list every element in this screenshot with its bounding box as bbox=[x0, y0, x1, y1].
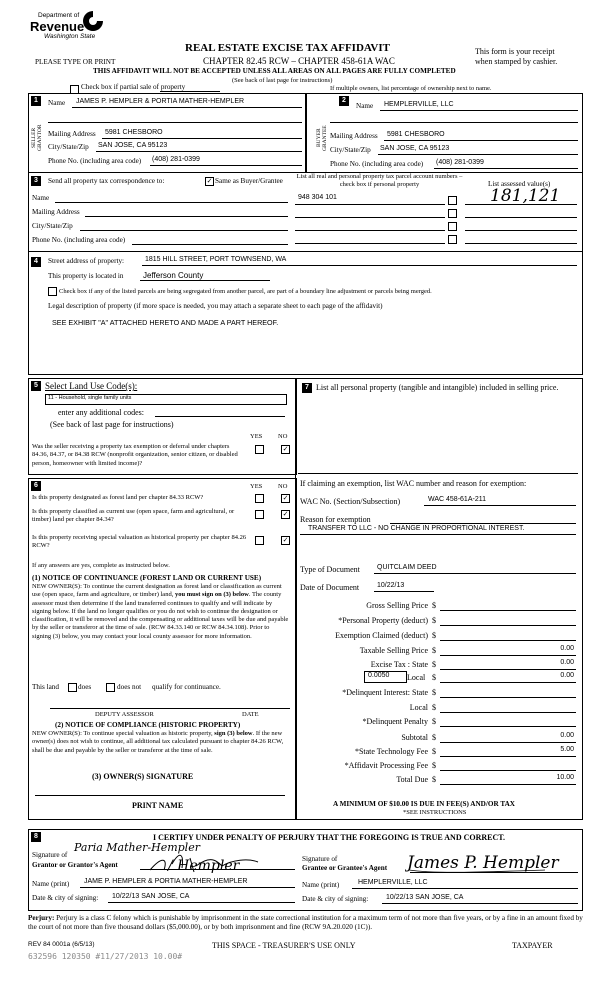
form-number: REV 84 0001a (6/5/13) bbox=[28, 941, 95, 948]
section-number: 2 bbox=[339, 96, 349, 106]
taxable-value[interactable]: 0.00 bbox=[560, 645, 574, 652]
exemption-no-checkbox[interactable]: ✓ bbox=[282, 445, 289, 453]
tech-fee-label: *State Technology Fee bbox=[354, 747, 428, 756]
exemption-yes-checkbox[interactable] bbox=[255, 445, 264, 454]
segregated-checkbox[interactable] bbox=[48, 287, 57, 296]
receipt-note-1: This form is your receipt bbox=[475, 47, 555, 56]
dollar-sign: $ bbox=[432, 616, 436, 625]
minimum-due-note: A MINIMUM OF $10.00 IS DUE IN FEE(S) AND/OR TAX bbox=[333, 800, 515, 808]
grantor-sig-label: Signature of bbox=[32, 851, 68, 859]
see-instructions-note: *SEE INSTRUCTIONS bbox=[403, 809, 467, 816]
corr-name-label: Name bbox=[32, 194, 50, 202]
personal-property-label: List all personal property (tangible and intangible) included in selling price. bbox=[316, 383, 559, 392]
personal-property-checkbox[interactable] bbox=[448, 235, 457, 244]
street-address[interactable]: 1815 HILL STREET, PORT TOWNSEND, WA bbox=[145, 256, 287, 263]
buyer-phone-label: Phone No. (including area code) bbox=[330, 160, 424, 168]
buyer-mailing-label: Mailing Address bbox=[330, 132, 378, 140]
additional-codes-label: enter any additional codes: bbox=[58, 408, 144, 417]
doc-date[interactable]: 10/22/13 bbox=[377, 582, 405, 589]
dollar-sign: $ bbox=[432, 660, 436, 669]
dollar-sign: $ bbox=[432, 688, 436, 697]
seller-phone[interactable]: (408) 281-0399 bbox=[152, 156, 200, 163]
local-label: Local bbox=[407, 673, 426, 682]
exemption-claim-label: If claiming an exemption, list WAC number and reason for exemption: bbox=[300, 479, 527, 488]
seller-city[interactable]: SAN JOSE, CA 95123 bbox=[98, 142, 168, 149]
section-number: 8 bbox=[31, 832, 41, 842]
forest-question: Is this property designated as forest land per chapter 84.33 RCW? bbox=[32, 494, 204, 501]
svg-text:James P. Hempler: James P. Hempler bbox=[407, 853, 559, 873]
buyer-city[interactable]: SAN JOSE, CA 95123 bbox=[380, 145, 450, 152]
yes-heading: YES bbox=[250, 433, 263, 440]
gross-label: Gross Selling Price bbox=[366, 601, 428, 610]
this-land-label: This land bbox=[32, 683, 59, 691]
print-name-label: PRINT NAME bbox=[132, 801, 184, 810]
grantee-signature bbox=[405, 840, 575, 876]
excise-state-label: Excise Tax : State bbox=[370, 660, 428, 669]
total-due-value[interactable]: 10.00 bbox=[556, 774, 574, 781]
buyer-side-label: BUYER GRANTEE bbox=[316, 125, 328, 151]
seller-mailing-label: Mailing Address bbox=[48, 130, 96, 138]
does-label: does bbox=[78, 683, 92, 691]
personal-property-deduct-label: *Personal Property (deduct) bbox=[338, 616, 428, 625]
seller-mailing[interactable]: 5981 CHESBORO bbox=[105, 129, 163, 136]
grantee-print-name[interactable]: HEMPLERVILLE, LLC bbox=[358, 879, 428, 886]
grantor-date-city[interactable]: 10/22/13 SAN JOSE, CA bbox=[112, 893, 190, 900]
see-back-note: (See back of last page for instructions) bbox=[232, 77, 333, 84]
corr-mailing-label: Mailing Address bbox=[32, 208, 80, 216]
seller-phone-label: Phone No. (including area code) bbox=[48, 157, 142, 165]
land-use-label: Select Land Use Code(s): bbox=[45, 381, 138, 391]
land-use-select[interactable]: 11 - Household, single family units bbox=[45, 394, 287, 405]
legal-label: Legal description of property (if more space is needed, you may attach a separate sheet to each page of the affidavit) bbox=[48, 302, 383, 310]
dollar-sign: $ bbox=[432, 703, 436, 712]
personal-property-checkbox[interactable] bbox=[448, 209, 457, 218]
seller-name[interactable]: JAMES P. HEMPLER & PORTIA MATHER-HEMPLER bbox=[76, 98, 245, 105]
receipt-note-2: when stamped by cashier. bbox=[475, 57, 558, 66]
notice-continuance-title: (1) NOTICE OF CONTINUANCE (FOREST LAND OR CURRENT USE) bbox=[32, 574, 262, 582]
dollar-sign: $ bbox=[432, 747, 436, 756]
subtotal-label: Subtotal bbox=[401, 733, 428, 742]
grantor-agent-label: Grantor or Grantor's Agent bbox=[32, 861, 118, 869]
dept-line1: Department of bbox=[38, 12, 80, 19]
dollar-sign: $ bbox=[432, 775, 436, 784]
grantor-date-label: Date & city of signing: bbox=[32, 894, 99, 902]
notice-compliance-title: (2) NOTICE OF COMPLIANCE (HISTORIC PROPERTY) bbox=[55, 721, 241, 729]
revenue-logo-icon bbox=[82, 10, 104, 32]
corr-city-label: City/State/Zip bbox=[32, 222, 73, 230]
section-number: 5 bbox=[31, 381, 41, 391]
historic-no-checkbox[interactable]: ✓ bbox=[282, 536, 289, 544]
doc-type[interactable]: QUITCLAIM DEED bbox=[377, 564, 437, 571]
taxpayer-label: TAXPAYER bbox=[512, 941, 553, 950]
dollar-sign: $ bbox=[432, 761, 436, 770]
dollar-sign: $ bbox=[432, 717, 436, 726]
dollar-sign: $ bbox=[432, 601, 436, 610]
street-label: Street address of property: bbox=[48, 257, 125, 265]
dept-line3: Washington State bbox=[44, 33, 96, 40]
parcel-heading: List all real and personal property tax parcel account numbers – check box if personal property bbox=[296, 173, 463, 188]
current-use-question: Is this property classified as current use (open space, farm and agricultural, or timber) land per chapter 84.34? bbox=[32, 508, 235, 524]
exemption-reason[interactable]: TRANSFER TO LLC - NO CHANGE IN PROPORTIONAL INTEREST. bbox=[308, 525, 525, 532]
certify-statement: I CERTIFY UNDER PENALTY OF PERJURY THAT THE FOREGOING IS TRUE AND CORRECT. bbox=[153, 833, 506, 842]
dollar-sign: $ bbox=[432, 646, 436, 655]
tech-fee-value[interactable]: 5.00 bbox=[560, 746, 574, 753]
forest-yes-checkbox[interactable] bbox=[255, 494, 264, 503]
grantee-agent-label: Grantee or Grantee's Agent bbox=[302, 864, 388, 872]
excise-local-value[interactable]: 0.00 bbox=[560, 672, 574, 679]
yes-heading: YES bbox=[250, 483, 263, 490]
section-number: 7 bbox=[302, 383, 312, 393]
excise-state-value[interactable]: 0.00 bbox=[560, 659, 574, 666]
current-use-no-checkbox[interactable]: ✓ bbox=[282, 510, 289, 518]
same-as-buyer-checkbox[interactable]: ✓ bbox=[206, 177, 213, 185]
forest-no-checkbox[interactable]: ✓ bbox=[282, 494, 289, 502]
same-as-buyer-label: Same as Buyer/Grantee bbox=[215, 177, 283, 185]
assessed-value[interactable]: 181,121 bbox=[490, 186, 561, 206]
form-subtitle: CHAPTER 82.45 RCW – CHAPTER 458-61A WAC bbox=[203, 56, 395, 66]
land-use-see-back: (See back of last page for instructions) bbox=[50, 420, 174, 429]
local-rate[interactable]: 0.0050 bbox=[364, 671, 407, 683]
form-warning: THIS AFFIDAVIT WILL NOT BE ACCEPTED UNLESS ALL AREAS ON ALL PAGES ARE FULLY COMPLETED bbox=[93, 67, 456, 75]
grantee-date-label: Date & city of signing: bbox=[302, 895, 369, 903]
svg-text:/ Hempler: / Hempler bbox=[168, 858, 240, 874]
section-number: 4 bbox=[31, 257, 41, 267]
corr-phone-label: Phone No. (including area code) bbox=[32, 236, 126, 244]
interest-local-label: Local bbox=[409, 703, 428, 712]
print-note: PLEASE TYPE OR PRINT bbox=[35, 58, 116, 66]
dollar-sign: $ bbox=[432, 733, 436, 742]
qualify-label: qualify for continuance. bbox=[152, 683, 221, 691]
personal-property-checkbox[interactable] bbox=[448, 196, 457, 205]
multiple-owners-note: If multiple owners, list percentage of ownership next to name. bbox=[330, 85, 492, 92]
partial-sale-label: Check box if partial sale of property bbox=[81, 83, 186, 91]
buyer-name-label: Name bbox=[356, 102, 374, 110]
county[interactable]: Jefferson County bbox=[143, 271, 204, 280]
buyer-phone[interactable]: (408) 281-0399 bbox=[436, 159, 484, 166]
svg-text:Paria Mather-Hempler: Paria Mather-Hempler bbox=[74, 841, 200, 854]
doc-date-label: Date of Document bbox=[300, 583, 360, 592]
wac-label: WAC No. (Section/Subsection) bbox=[300, 497, 401, 506]
historic-yes-checkbox[interactable] bbox=[255, 536, 264, 545]
grantee-sig-label: Signature of bbox=[302, 855, 338, 863]
no-heading: NO bbox=[278, 433, 288, 440]
grantee-print-label: Name (print) bbox=[302, 881, 340, 889]
legal-description[interactable]: SEE EXHIBIT "A" ATTACHED HERETO AND MADE A PART HEREOF. bbox=[52, 318, 279, 327]
does-checkbox[interactable] bbox=[68, 683, 77, 692]
forest-land-section bbox=[28, 478, 297, 820]
section-number: 3 bbox=[31, 176, 41, 186]
historic-question: Is this property receiving special valuation as historical property per chapter 84.26 RCW? bbox=[32, 534, 247, 550]
subtotal-value[interactable]: 0.00 bbox=[560, 732, 574, 739]
owner-signature-label: (3) OWNER(S) SIGNATURE bbox=[92, 772, 194, 781]
interest-state-label: *Delinquent Interest: State bbox=[342, 688, 428, 697]
assessed-heading: List assessed value(s) bbox=[488, 180, 551, 188]
if-yes-note: If any answers are yes, complete as instructed below. bbox=[32, 562, 170, 569]
penalty-label: *Delinquent Penalty bbox=[362, 717, 428, 726]
no-heading: NO bbox=[278, 483, 288, 490]
section-number: 6 bbox=[31, 481, 41, 491]
current-use-yes-checkbox[interactable] bbox=[255, 510, 264, 519]
seller-city-label: City/State/Zip bbox=[48, 143, 89, 151]
taxable-label: Taxable Selling Price bbox=[359, 646, 428, 655]
dollar-sign: $ bbox=[432, 631, 436, 640]
perjury-notice: Perjury: Perjury is a class C felony which is punishable by imprisonment in the state correctional institution for a maximum term of not more than five years, or by a fine in an amount fixed by the court of not more than five thousand dollars ($5,000.00), or by both imprisonment and fine (RCW 9A.20.020 (1C)). bbox=[28, 914, 583, 931]
buyer-name[interactable]: HEMPLERVILLE, LLC bbox=[384, 101, 454, 108]
segregated-label: Check box if any of the listed parcels are being segregated from another parcel, are part of a boundary line adjustment or parcels being merged. bbox=[59, 288, 432, 295]
grantor-print-name[interactable]: JAME P. HEMPLER & PORTIA MATHER-HEMPLER bbox=[84, 878, 248, 885]
located-label: This property is located in bbox=[48, 272, 124, 280]
total-due-label: Total Due bbox=[396, 775, 428, 784]
parcel-number[interactable]: 948 304 101 bbox=[298, 194, 337, 201]
personal-property-checkbox[interactable] bbox=[448, 222, 457, 231]
buyer-mailing[interactable]: 5981 CHESBORO bbox=[387, 131, 445, 138]
exemption-question: Was the seller receiving a property tax exemption or deferral under chapters 84.36, 84.37, or 84.38 RCW (nonprofit organization, senior citizen, or disabled person, homeowner with limited income)? bbox=[32, 443, 238, 467]
doc-type-label: Type of Document bbox=[300, 565, 360, 574]
treasurer-use-label: THIS SPACE - TREASURER'S USE ONLY bbox=[212, 941, 356, 950]
grantor-signature bbox=[72, 836, 272, 874]
form-title: REAL ESTATE EXCISE TAX AFFIDAVIT bbox=[185, 42, 390, 54]
notice-compliance-text: NEW OWNER(S): To continue special valuation as historic property, sign (3) below. If the new owner(s) does not wish to continue, all additional tax calculated pursuant to chapter 84.26 RCW, shall be due and payable by the seller or transferor at the time of sale. bbox=[32, 730, 284, 754]
reason-label: Reason for exemption bbox=[300, 515, 371, 524]
send-correspondence-label: Send all property tax correspondence to: bbox=[48, 177, 165, 185]
deputy-assessor-label: DEPUTY ASSESSOR bbox=[95, 711, 154, 718]
affidavit-fee-label: *Affidavit Processing Fee bbox=[344, 761, 428, 770]
notice-continuance-text: NEW OWNER(S): To continue the current designation as forest land or classification as current use (open space, farm and agriculture, or timber) land, you must sign on (3) below. The county assessor must then determine if the land transferred continues to qualify and will indicate by signing below. If the land no longer qualifies or you do not wish to continue the designation or classification, it will be removed and the compensating or additional taxes will be due and payable by the seller or transferor at the time of sale. (RCW 84.33.140 or RCW 84.34.108). Prior to signing (3) below, you may contact your local county assessor for more information. bbox=[32, 583, 289, 640]
buyer-city-label: City/State/Zip bbox=[330, 146, 371, 154]
property-section bbox=[28, 251, 583, 375]
dept-line2: Revenue bbox=[30, 19, 85, 34]
date-label: DATE bbox=[242, 711, 259, 718]
exemption-deduct-label: Exemption Claimed (deduct) bbox=[335, 631, 428, 640]
does-not-label: does not bbox=[117, 683, 142, 691]
does-not-checkbox[interactable] bbox=[106, 683, 115, 692]
cashier-stamp: 632596 120350 #11/27/2013 10.00# bbox=[28, 952, 183, 961]
grantee-date-city[interactable]: 10/22/13 SAN JOSE, CA bbox=[386, 894, 464, 901]
dollar-sign: $ bbox=[432, 673, 436, 682]
wac-number[interactable]: WAC 458-61A-211 bbox=[428, 496, 486, 503]
grantor-print-label: Name (print) bbox=[32, 880, 70, 888]
seller-name-label: Name bbox=[48, 99, 66, 107]
section-number: 1 bbox=[31, 96, 41, 106]
seller-side-label: SELLER GRANTOR bbox=[31, 124, 43, 152]
